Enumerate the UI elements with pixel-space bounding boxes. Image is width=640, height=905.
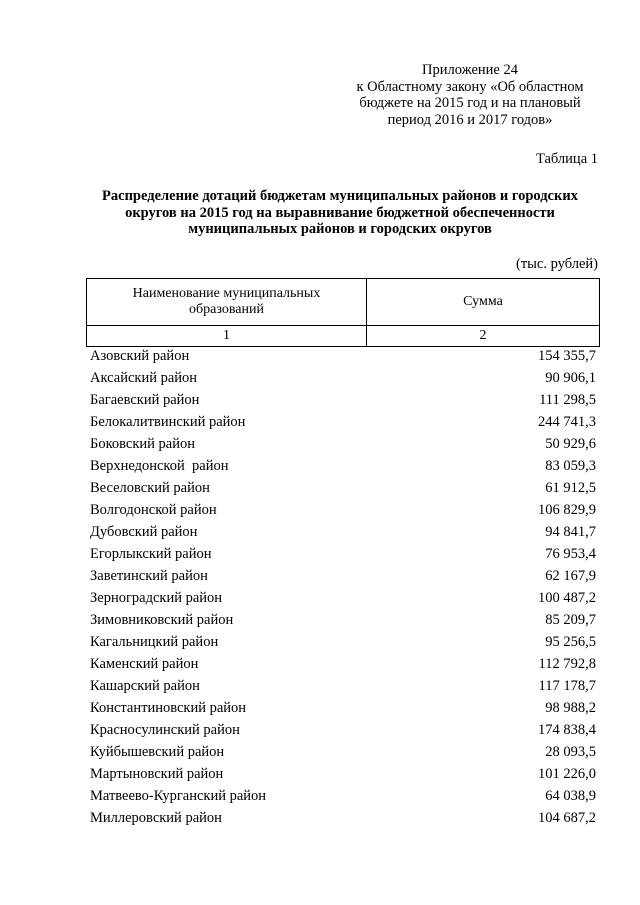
municipality-name: Зимовниковский район xyxy=(90,612,234,628)
table-row xyxy=(90,456,596,478)
data-rows xyxy=(90,346,596,830)
appendix-line: бюджете на 2015 год и на плановый xyxy=(359,95,581,111)
amount-value: 94 841,7 xyxy=(545,524,596,540)
amount-value: 64 038,9 xyxy=(545,788,596,804)
table-row xyxy=(90,500,596,522)
municipality-name: Красносулинский район xyxy=(90,722,240,738)
municipality-name: Дубовский район xyxy=(90,524,198,540)
municipality-name: Каменский район xyxy=(90,656,199,672)
appendix-note xyxy=(330,62,610,128)
column-header-line: Наименование муниципальных xyxy=(132,286,321,301)
column-index-2: 2 xyxy=(367,326,600,347)
table-row xyxy=(90,346,596,368)
amount-value: 100 487,2 xyxy=(538,590,596,606)
column-header-name xyxy=(87,279,367,326)
amount-value: 62 167,9 xyxy=(545,568,596,584)
amount-value: 117 178,7 xyxy=(538,678,596,694)
table-row xyxy=(90,808,596,830)
amount-value: 61 912,5 xyxy=(545,480,596,496)
table-label: Таблица 1 xyxy=(535,151,598,167)
table-row xyxy=(90,610,596,632)
table-header xyxy=(86,278,600,347)
table-row xyxy=(90,368,596,390)
municipality-name: Аксайский район xyxy=(90,370,198,386)
amount-value: 154 355,7 xyxy=(538,348,596,364)
table-row xyxy=(90,742,596,764)
table-row xyxy=(90,698,596,720)
amount-value: 112 792,8 xyxy=(538,656,596,672)
municipality-name: Боковский район xyxy=(90,436,195,452)
column-header-line: образований xyxy=(189,302,264,317)
amount-value: 101 226,0 xyxy=(538,766,596,782)
table-row xyxy=(90,720,596,742)
title-line: округов на 2015 год на выравнивание бюджетной обеспеченности xyxy=(125,204,555,221)
amount-value: 104 687,2 xyxy=(538,810,596,826)
amount-value: 98 988,2 xyxy=(545,700,596,716)
column-index-1: 1 xyxy=(87,326,367,347)
table-row xyxy=(90,478,596,500)
table-row xyxy=(90,676,596,698)
table-row xyxy=(90,588,596,610)
table-row xyxy=(90,544,596,566)
amount-value: 85 209,7 xyxy=(545,612,596,628)
table-row xyxy=(90,434,596,456)
table-row xyxy=(90,412,596,434)
municipality-name: Миллеровский район xyxy=(90,810,222,826)
amount-value: 244 741,3 xyxy=(538,414,596,430)
column-header-amount: Сумма xyxy=(367,279,600,326)
table-row xyxy=(90,632,596,654)
title-line: муниципальных районов и городских округов xyxy=(188,221,492,237)
appendix-line: Приложение 24 xyxy=(422,62,518,78)
municipality-name: Багаевский район xyxy=(90,392,200,408)
amount-value: 90 906,1 xyxy=(545,370,596,386)
amount-value: 76 953,4 xyxy=(545,546,596,562)
table-row xyxy=(90,390,596,412)
table-row xyxy=(90,654,596,676)
municipality-name: Мартыновский район xyxy=(90,766,224,782)
document-title xyxy=(60,188,620,238)
amount-value: 50 929,6 xyxy=(545,436,596,452)
amount-value: 28 093,5 xyxy=(545,744,596,760)
municipality-name: Егорлыкский район xyxy=(90,546,212,562)
amount-value: 111 298,5 xyxy=(539,392,596,408)
municipality-name: Зерноградский район xyxy=(90,590,223,606)
municipality-name: Верхнедонской район xyxy=(90,458,229,474)
municipality-name: Кашарский район xyxy=(90,678,200,694)
municipality-name: Азовский район xyxy=(90,348,190,364)
amount-value: 95 256,5 xyxy=(545,634,596,650)
amount-value: 106 829,9 xyxy=(538,502,596,518)
municipality-name: Веселовский район xyxy=(90,480,210,496)
municipality-name: Волгодонской район xyxy=(90,502,217,518)
table-row xyxy=(90,566,596,588)
municipality-name: Константиновский район xyxy=(90,700,247,716)
municipality-name: Куйбышевский район xyxy=(90,744,225,760)
amount-value: 174 838,4 xyxy=(538,722,596,738)
municipality-name: Кагальницкий район xyxy=(90,634,219,650)
title-line: Распределение дотаций бюджетам муниципальных районов и городских xyxy=(102,188,578,204)
municipality-name: Матвеево-Курганский район xyxy=(90,788,267,804)
appendix-line: к Областному закону «Об областном xyxy=(356,78,584,95)
table-row xyxy=(90,764,596,786)
appendix-line: период 2016 и 2017 годов» xyxy=(387,111,553,128)
amount-value: 83 059,3 xyxy=(545,458,596,474)
municipality-name: Белокалитвинский район xyxy=(90,414,246,430)
municipality-name: Заветинский район xyxy=(90,568,208,584)
table-row xyxy=(90,786,596,808)
table-row xyxy=(90,522,596,544)
unit-label: (тыс. рублей) xyxy=(516,256,598,272)
